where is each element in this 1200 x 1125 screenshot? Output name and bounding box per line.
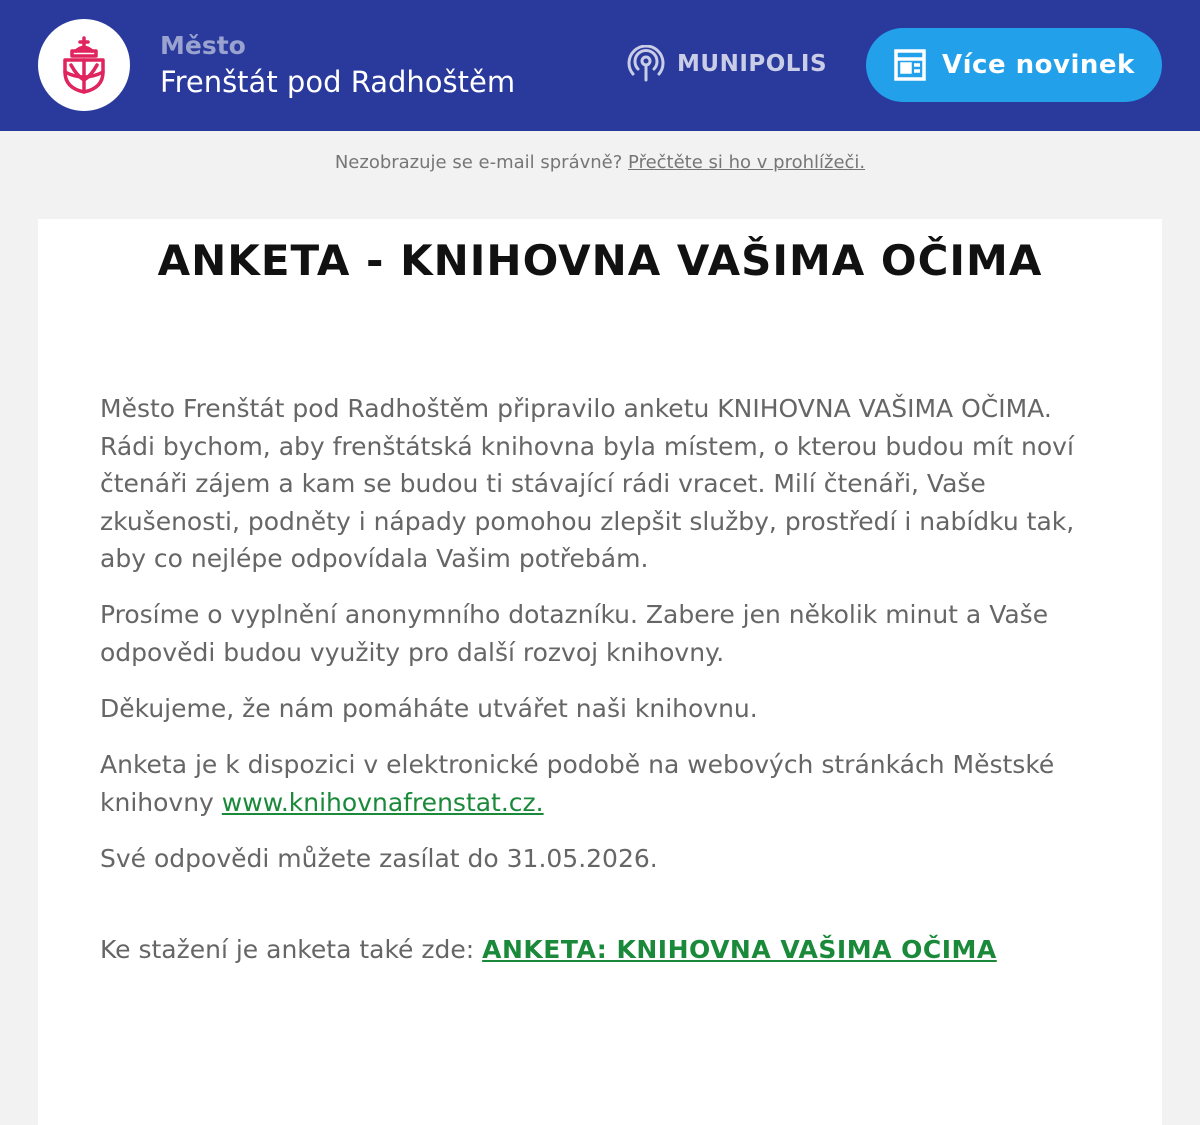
town-logo[interactable]: [38, 19, 130, 111]
view-in-browser-link[interactable]: Přečtěte si ho v prohlížeči.: [628, 152, 866, 173]
town-crest-icon: [59, 36, 109, 94]
availability-paragraph: [100, 746, 1110, 821]
preheader: [0, 150, 1200, 176]
city-label: Město: [160, 31, 246, 60]
newspaper-icon: [894, 49, 926, 81]
deadline-paragraph: Své odpovědi můžete zasílat do 31.05.2026.: [100, 844, 658, 873]
availability-text: Anketa je k dispozici v elektronické podobě na webových stránkách Městské knihovny: [100, 750, 1055, 817]
library-website-link[interactable]: www.knihovnafrenstat.cz.: [221, 787, 544, 817]
article-paragraph: Prosíme o vyplnění anonymního dotazníku. Zabere jen několik minut a Vaše odpovědi budou využity pro další rozvoj knihovny.: [100, 600, 1049, 667]
email-header: [0, 0, 1200, 131]
preheader-text: Nezobrazuje se e-mail správně?: [334, 152, 623, 173]
more-news-button-label: Více novinek: [942, 50, 1135, 80]
survey-download-link[interactable]: ANKETA: KNIHOVNA VAŠIMA OČIMA: [482, 935, 997, 964]
article-paragraph: Město Frenštát pod Radhoštěm připravilo anketu KNIHOVNA VAŠIMA OČIMA. Rádi bychom, aby frenštátská knihovna byla místem, o kterou budou mít noví čtenáři zájem a kam se budou ti stávající rádi vracet. Milí čtenáři, Vaše zkušenosti, podněty i nápady pomohou zlepšit služby, prostředí i nabídku tak, aby co nejlépe odpovídala Vašim potřebám.: [100, 394, 1075, 573]
more-news-button[interactable]: [866, 28, 1162, 102]
content-card: [38, 219, 1162, 1125]
article-paragraph: Děkujeme, že nám pomáháte utvářet naši knihovnu.: [100, 694, 758, 723]
broadcast-icon: [627, 45, 665, 83]
article-title: ANKETA - KNIHOVNA VAŠIMA OČIMA: [157, 236, 1043, 285]
download-paragraph: [100, 931, 1110, 969]
download-text: Ke stažení je anketa také zde:: [100, 935, 483, 964]
munipolis-brand-name: MUNIPOLIS: [677, 51, 828, 77]
city-name: Frenštát pod Radhoštěm: [160, 65, 516, 99]
munipolis-brand[interactable]: [627, 45, 827, 83]
